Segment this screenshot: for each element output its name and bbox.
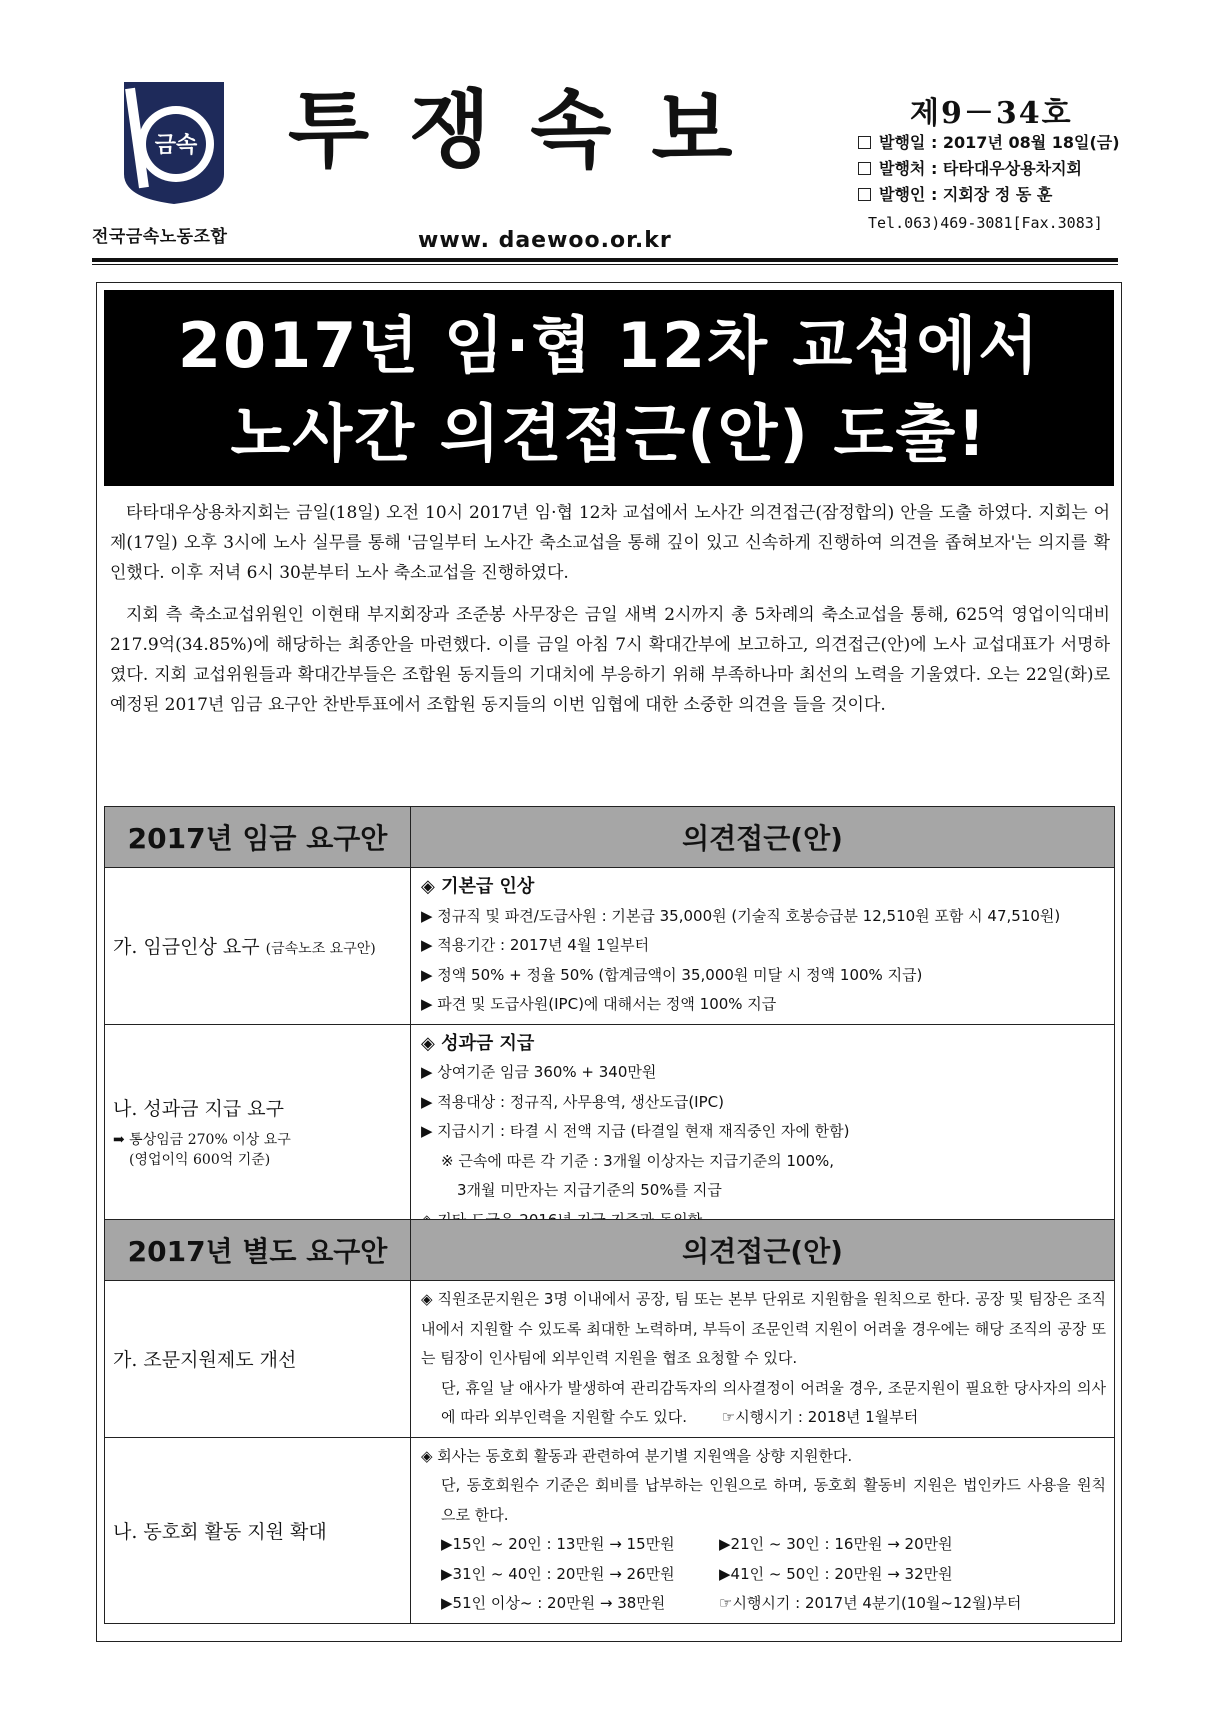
- table-header-row: [105, 1220, 1115, 1281]
- demand-cell: [105, 1024, 411, 1240]
- list-item: ▶ 상여기준 임금 360% + 340만원: [421, 1063, 657, 1081]
- table-header-demand: 2017년 별도 요구안: [105, 1220, 411, 1281]
- list-item: ▶ 파견 및 도급사원(IPC)에 대해서는 정액 100% 지급: [421, 995, 777, 1013]
- article-paragraph-1: 타타대우상용차지회는 금일(18일) 오전 10시 2017년 임·협 12차 교섭에서 노사간 의견접근(잠정합의) 안을 도출 하였다. 지회는 어제(17일) 오후 3시에 노사 실무를 통해 '금일부터 노사간 축소교섭을 통해 깊이 있고 신속하게 진행하여 의견을 좁혀보자'는 의지를 확인했다. 이후 저녁 6시 30분부터 노사 축소교섭을 진행하였다.: [110, 503, 1110, 583]
- tier-item: ▶15인 ~ 20인 : 13만원 → 15만원: [441, 1535, 675, 1553]
- demand-label: 나. 성과금 지급 요구: [113, 1098, 284, 1121]
- list-item: ▶ 적용대상 : 정규직, 사무용역, 생산도급(IPC): [421, 1092, 724, 1111]
- tier-item: ▶31인 ~ 40인 : 20만원 → 26만원: [441, 1564, 675, 1583]
- meta-publish-date: 발행일 : 2017년 08월 18일(금): [858, 130, 1120, 153]
- agreement-text: 단, 동호회원수 기준은 회비를 납부하는 인원으로 하며, 동호회 활동비 지원은 법인카드 사용을 원칙 으로 한다.: [441, 1476, 1106, 1524]
- list-item: ▶ 적용기간 : 2017년 4월 1일부터: [421, 936, 650, 954]
- list-note: ※ 근속에 따른 각 기준 : 3개월 이상자는 지급기준의 100%,: [441, 1151, 835, 1170]
- agreement-cell: [411, 1437, 1115, 1623]
- article-paragraph-2: 지회 측 축소교섭위원인 이현태 부지회장과 조준봉 사무장은 금일 새벽 2시까지 총 5차례의 축소교섭을 통해, 625억 영업이익대비 217.9억(34.85%)에 해당하는 최종안을 마련했다. 이를 금일 아침 7시 확대간부에 보고하고, 의견접근(안)에 노사 교섭대표가 서명하였다. 지회 교섭위원들과 확대간부들은 조합원 동지들의 기대치에 부응하기 위해 부족하나마 최선의 노력을 기울였다. 오는 22일(화)로 예정된 2017년 임금 요구안 찬반투표에서 조합원 동지들의 이번 임협에 대한 소중한 의견을 들을 것이다.: [110, 605, 1110, 715]
- demand-label: 가. 임금인상 요구: [113, 936, 260, 959]
- demand-note: (영업이익 600억 기준): [129, 1152, 271, 1169]
- agreement-text: ◈ 직원조문지원은 3명 이내에서 공장, 팀 또는 본부 단위로 지원함을 원칙으로 한다. 공장 및 팀장은 조직 내에서 지원할 수 있도록 최대한 노력하며, 부득이 조문인력 지원이 어려울 경우에는 해당 조직의 공장 또는 팀장이 인사팀에 외부인력 지원을 협조 요청할 수 있다.: [421, 1290, 1106, 1367]
- meta-publisher: 발행처 : 타타대우상용차지회: [858, 156, 1082, 179]
- tier-item: ▶41인 ~ 50인 : 20만원 → 32만원: [719, 1564, 953, 1583]
- union-logo: [118, 78, 230, 206]
- checkbox-icon: [858, 188, 871, 201]
- list-item: ▶ 정규직 및 파견/도급사원 : 기본급 35,000원 (기술직 호봉승급분 12,510원 포함 시 47,510원): [421, 906, 1061, 925]
- table-header-agreement: 의견접근(안): [411, 807, 1115, 868]
- article-body: [110, 498, 1110, 732]
- table-header-row: [105, 807, 1115, 868]
- agreement-title: ◈ 성과금 지급: [421, 1032, 535, 1054]
- agreement-cell: [411, 1281, 1115, 1438]
- demand-cell: 나. 동호회 활동 지원 확대: [105, 1437, 411, 1623]
- checkbox-icon: [858, 136, 871, 149]
- table-row: [105, 1437, 1115, 1623]
- agreement-text: ◈ 회사는 동호회 활동과 관련하여 분기별 지원액을 상향 지원한다.: [421, 1446, 853, 1465]
- tier-item: ▶21인 ~ 30인 : 16만원 → 20만원: [719, 1535, 953, 1553]
- headline-banner: [104, 290, 1114, 486]
- checkbox-icon: [858, 162, 871, 175]
- agreement-text: 단, 휴일 날 애사가 발생하여 관리감독자의 의사결정이 어려울 경우, 조문지원이 필요한 당사자의 의사에 따라 외부인력을 지원할 수도 있다.: [441, 1378, 1106, 1426]
- list-item: ▶ 정액 50% + 정율 50% (합계금액이 35,000원 미달 시 정액 100% 지급): [421, 965, 923, 984]
- demand-note: (금속노조 요구안): [265, 941, 376, 958]
- headline-line-1: 2017년 임·협 12차 교섭에서: [177, 309, 1041, 382]
- tier-row: [421, 1530, 1106, 1560]
- tier-row: [421, 1589, 1106, 1619]
- table-row: [105, 1281, 1115, 1438]
- contact-info: Tel.063)469-3081[Fax.3083]: [868, 214, 1103, 232]
- demand-cell: [105, 868, 411, 1025]
- demand-cell: 가. 조문지원제도 개선: [105, 1281, 411, 1438]
- tier-item: ▶51인 이상~ : 20만원 → 38만원: [441, 1594, 666, 1612]
- wage-demand-table: [104, 806, 1115, 1240]
- effective-date: ☞시행시기 : 2018년 1월부터: [721, 1408, 919, 1426]
- agreement-cell: [411, 1024, 1115, 1240]
- agreement-title: ◈ 기본급 인상: [421, 876, 535, 897]
- table-header-agreement: 의견접근(안): [411, 1220, 1115, 1281]
- agreement-cell: [411, 868, 1115, 1025]
- table-header-demand: 2017년 임금 요구안: [105, 807, 411, 868]
- headline-line-2: 노사간 의견접근(안) 도출!: [230, 397, 988, 470]
- meta-issuer: 발행인 : 지회장 정 동 훈: [858, 182, 1052, 205]
- union-name: 전국금속노동조합: [92, 227, 228, 247]
- list-note: 3개월 미만자는 지급기준의 50%를 지급: [457, 1181, 722, 1199]
- newsletter-title: 투쟁속보: [288, 80, 773, 179]
- website-link[interactable]: www. daewoo.or.kr: [418, 228, 672, 253]
- masthead-divider-thin: [92, 264, 1118, 265]
- tier-row: [421, 1560, 1106, 1590]
- demand-note: ➡ 통상임금 270% 이상 요구: [113, 1132, 291, 1149]
- separate-demand-table: [104, 1219, 1115, 1624]
- masthead-divider: [92, 258, 1118, 262]
- effective-date: ☞시행시기 : 2017년 4분기(10월~12월)부터: [719, 1594, 1022, 1612]
- logo-text: 금속: [154, 133, 198, 158]
- list-item: ▶ 지급시기 : 타결 시 전액 지급 (타결일 현재 재직중인 자에 한함): [421, 1122, 850, 1140]
- table-row: [105, 868, 1115, 1025]
- table-row: [105, 1024, 1115, 1240]
- issue-number: 제9－34호: [910, 96, 1073, 131]
